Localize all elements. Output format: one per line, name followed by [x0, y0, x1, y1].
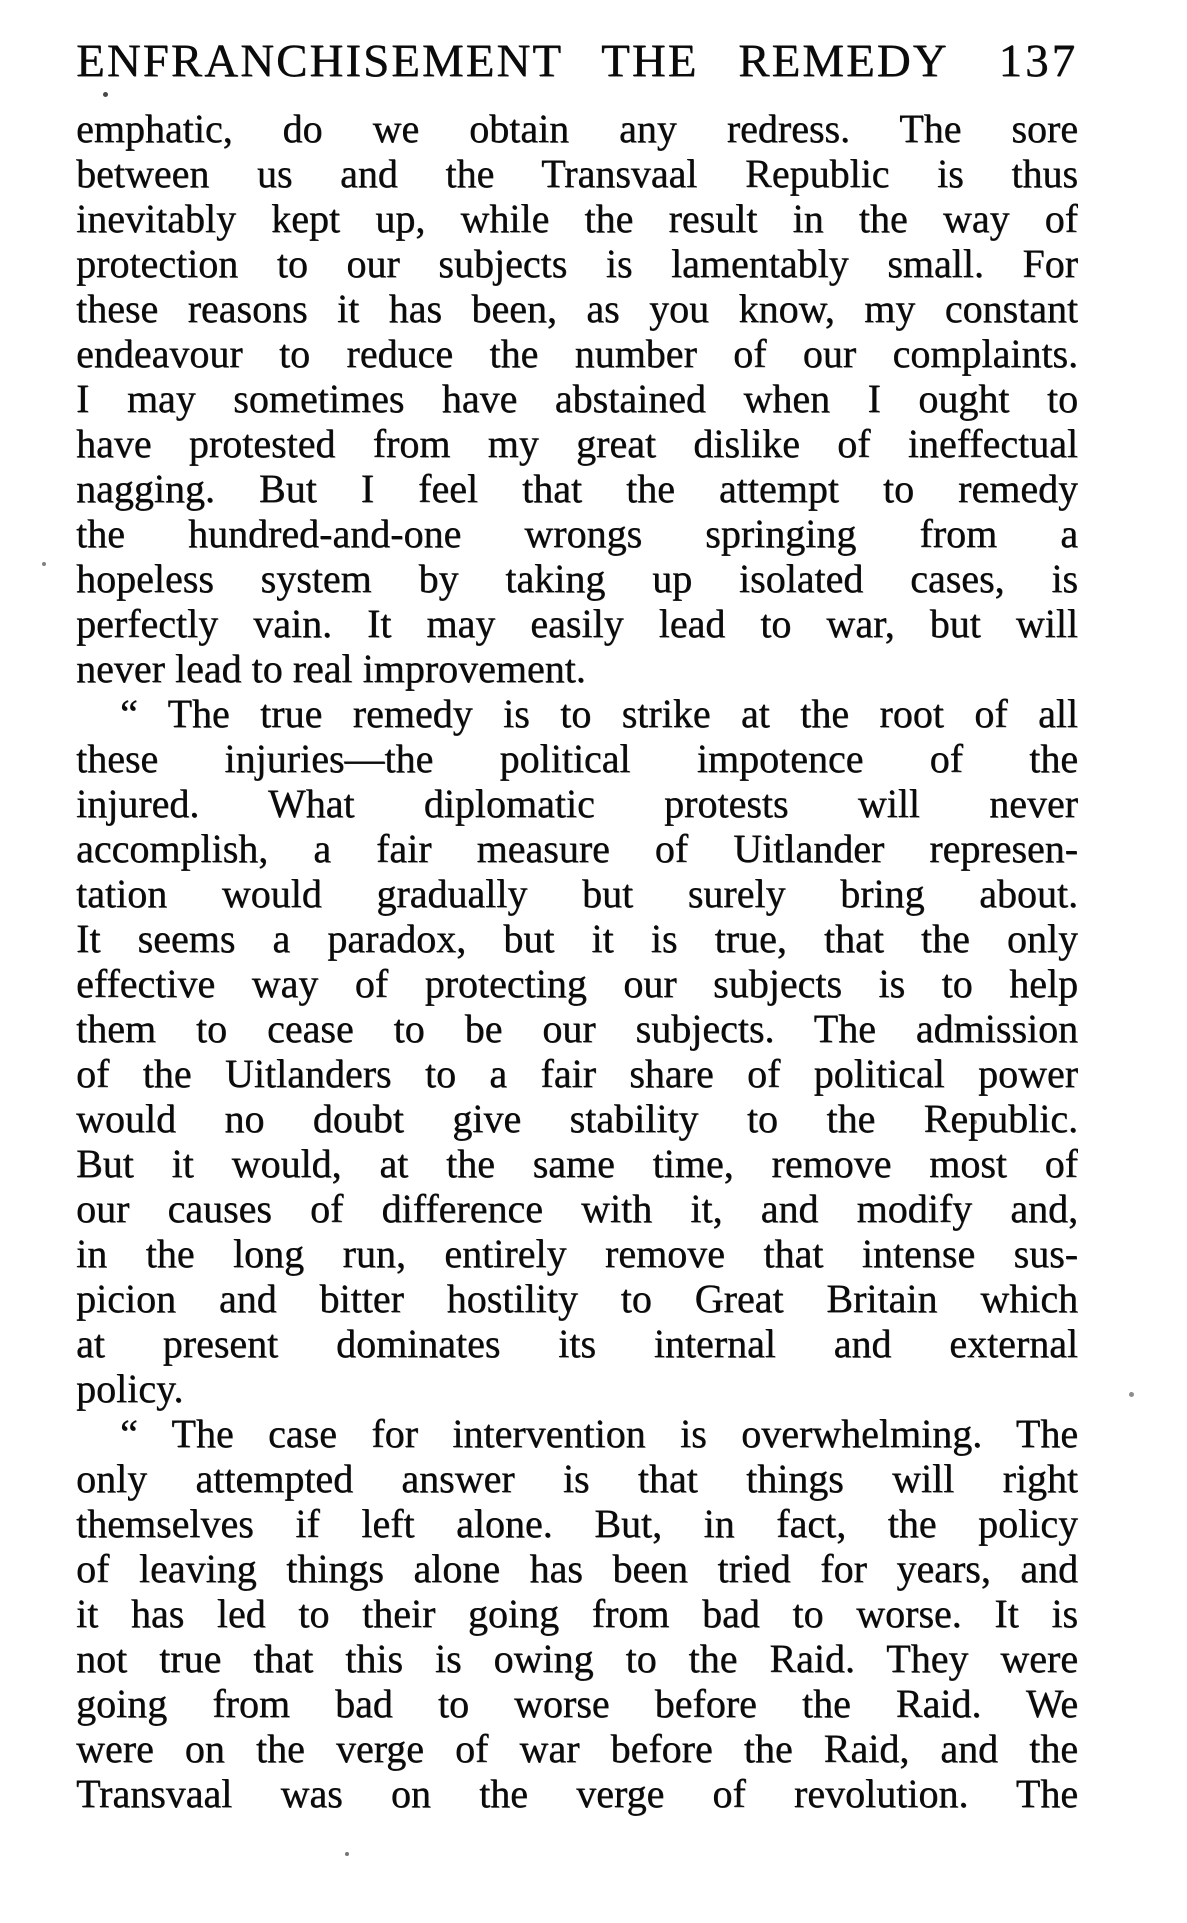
text-line: “ The case for intervention is overwhelming. The	[120, 1411, 1078, 1456]
text-line: nagging. But I feel that the attempt to remedy	[76, 466, 1078, 511]
running-header	[76, 36, 1078, 86]
text-line: going from bad to worse before the Raid. We	[76, 1681, 1078, 1726]
page-number: 137	[998, 35, 1078, 87]
text-line: of leaving things alone has been tried for years, and	[76, 1546, 1078, 1591]
text-block	[76, 106, 1078, 1816]
text-line: perfectly vain. It may easily lead to war, but will	[76, 601, 1078, 646]
text-line: endeavour to reduce the number of our complaints.	[76, 331, 1078, 376]
text-line: policy.	[76, 1366, 184, 1411]
scan-speck	[1129, 1392, 1134, 1397]
text-line: not true that this is owing to the Raid. They were	[76, 1636, 1078, 1681]
text-line: “ The true remedy is to strike at the root of all	[120, 691, 1078, 736]
paragraph	[76, 1411, 1078, 1816]
text-line: themselves if left alone. But, in fact, the policy	[76, 1501, 1078, 1546]
text-line: at present dominates its internal and external	[76, 1321, 1078, 1366]
text-line: in the long run, entirely remove that intense sus-	[76, 1231, 1078, 1276]
text-line: were on the verge of war before the Raid, and the	[76, 1726, 1078, 1771]
text-line: only attempted answer is that things will right	[76, 1456, 1078, 1501]
paragraph	[76, 106, 1078, 691]
text-line: these injuries—the political impotence of the	[76, 736, 1078, 781]
text-line: picion and bitter hostility to Great Britain which	[76, 1276, 1078, 1321]
text-line: would no doubt give stability to the Republic.	[76, 1096, 1078, 1141]
scan-speck	[42, 562, 46, 566]
text-line: these reasons it has been, as you know, my constant	[76, 286, 1078, 331]
text-line: the hundred-and-one wrongs springing from a	[76, 511, 1078, 556]
scan-speck	[973, 1120, 977, 1124]
text-line: accomplish, a fair measure of Uitlander represen-	[76, 826, 1078, 871]
text-line: Transvaal was on the verge of revolution. The	[76, 1771, 1078, 1816]
text-line: But it would, at the same time, remove most of	[76, 1141, 1078, 1186]
text-line: our causes of difference with it, and modify and,	[76, 1186, 1078, 1231]
text-line: injured. What diplomatic protests will never	[76, 781, 1078, 826]
text-line: never lead to real improvement.	[76, 646, 586, 691]
page-title: ENFRANCHISEMENT THE REMEDY	[76, 35, 949, 87]
paragraph	[76, 691, 1078, 1411]
scan-speck	[103, 92, 108, 97]
text-line: protection to our subjects is lamentably small. For	[76, 241, 1078, 286]
text-line: emphatic, do we obtain any redress. The sore	[76, 106, 1078, 151]
text-line: have protested from my great dislike of ineffectual	[76, 421, 1078, 466]
text-line: It seems a paradox, but it is true, that the only	[76, 916, 1078, 961]
text-line: I may sometimes have abstained when I ought to	[76, 376, 1078, 421]
text-line: effective way of protecting our subjects is to help	[76, 961, 1078, 1006]
text-line: them to cease to be our subjects. The admission	[76, 1006, 1078, 1051]
text-line: between us and the Transvaal Republic is thus	[76, 151, 1078, 196]
text-line: hopeless system by taking up isolated cases, is	[76, 556, 1078, 601]
scan-speck	[345, 1852, 349, 1856]
text-line: it has led to their going from bad to worse. It is	[76, 1591, 1078, 1636]
text-line: of the Uitlanders to a fair share of political power	[76, 1051, 1078, 1096]
text-line: tation would gradually but surely bring about.	[76, 871, 1078, 916]
text-line: inevitably kept up, while the result in the way of	[76, 196, 1078, 241]
